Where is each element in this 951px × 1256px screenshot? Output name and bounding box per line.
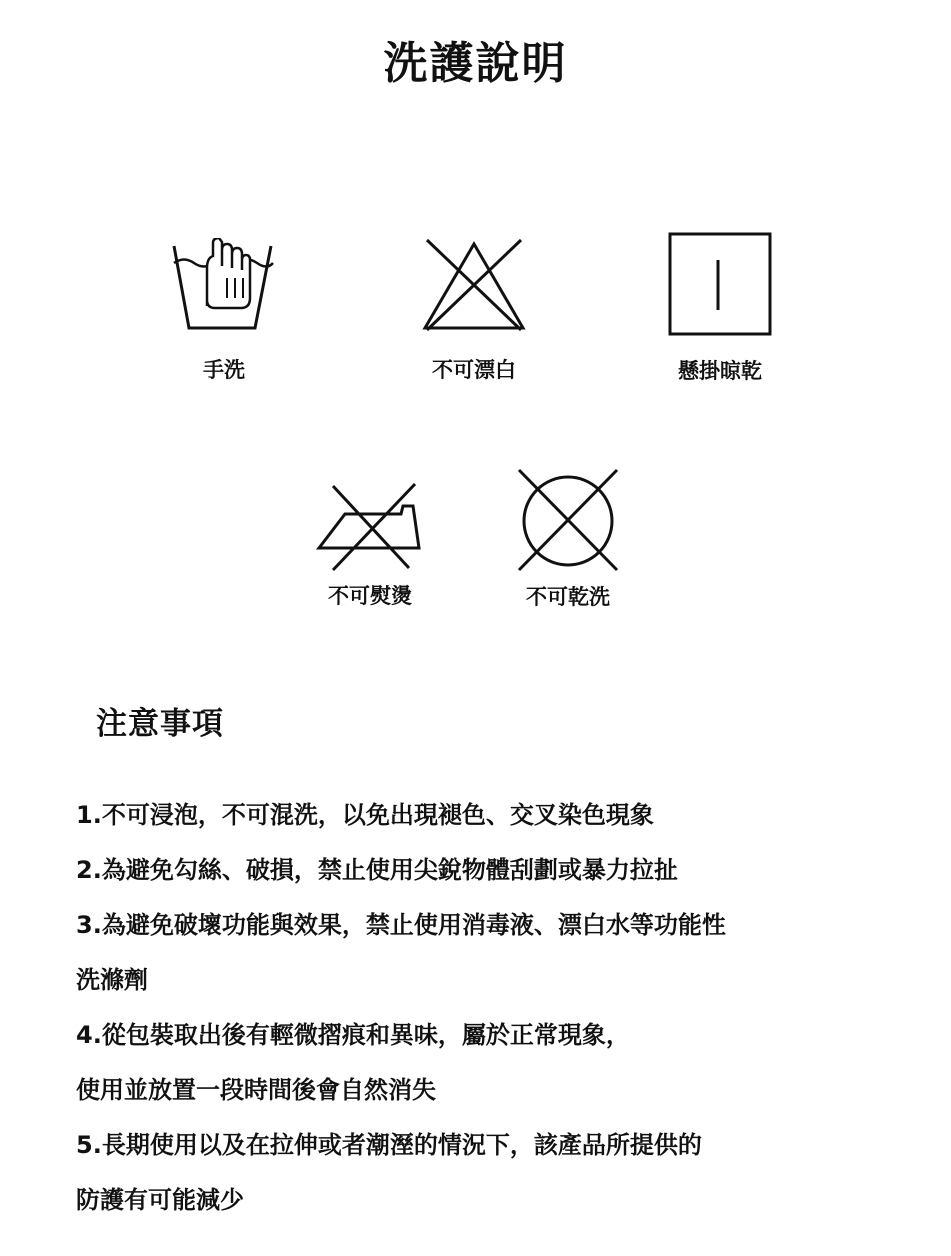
note-item-continued: 使用並放置一段時間後會自然消失 bbox=[76, 1076, 436, 1104]
do-not-iron-icon bbox=[315, 478, 425, 573]
line-dry-icon bbox=[668, 232, 772, 336]
care-symbol-do-not-dry-clean bbox=[468, 464, 668, 612]
care-symbol-do-not-iron bbox=[270, 478, 470, 611]
hand-wash-icon bbox=[169, 238, 279, 333]
care-label-do-not-bleach: 不可漂白 bbox=[432, 358, 516, 382]
care-symbol-do-not-bleach bbox=[374, 238, 574, 385]
care-label-do-not-dry-clean: 不可乾洗 bbox=[526, 585, 610, 609]
note-item: 3.為避免破壞功能與效果，禁止使用消毒液、漂白水等功能性 bbox=[76, 911, 726, 939]
note-item-continued: 洗滌劑 bbox=[76, 966, 148, 994]
care-symbol-hand-wash bbox=[124, 238, 324, 385]
do-not-dry-clean-icon bbox=[513, 464, 623, 574]
note-item-continued: 防護有可能減少 bbox=[76, 1186, 244, 1214]
care-label-line-dry: 懸掛晾乾 bbox=[678, 359, 762, 383]
notes-title: 注意事項 bbox=[96, 706, 224, 742]
note-item: 2.為避免勾絲、破損，禁止使用尖銳物體刮劃或暴力拉扯 bbox=[76, 856, 678, 884]
care-label-hand-wash: 手洗 bbox=[203, 358, 245, 382]
note-item: 5.長期使用以及在拉伸或者潮溼的情況下，該產品所提供的 bbox=[76, 1131, 702, 1159]
note-item: 4.從包裝取出後有輕微摺痕和異味，屬於正常現象， bbox=[76, 1021, 630, 1049]
notes-list bbox=[76, 788, 896, 1228]
do-not-bleach-icon bbox=[419, 238, 529, 333]
care-symbol-line-dry bbox=[620, 232, 820, 386]
page-title: 洗護說明 bbox=[383, 38, 568, 89]
care-label-do-not-iron: 不可熨燙 bbox=[328, 584, 412, 608]
note-item: 1.不可浸泡，不可混洗，以免出現褪色、交叉染色現象 bbox=[76, 801, 654, 829]
